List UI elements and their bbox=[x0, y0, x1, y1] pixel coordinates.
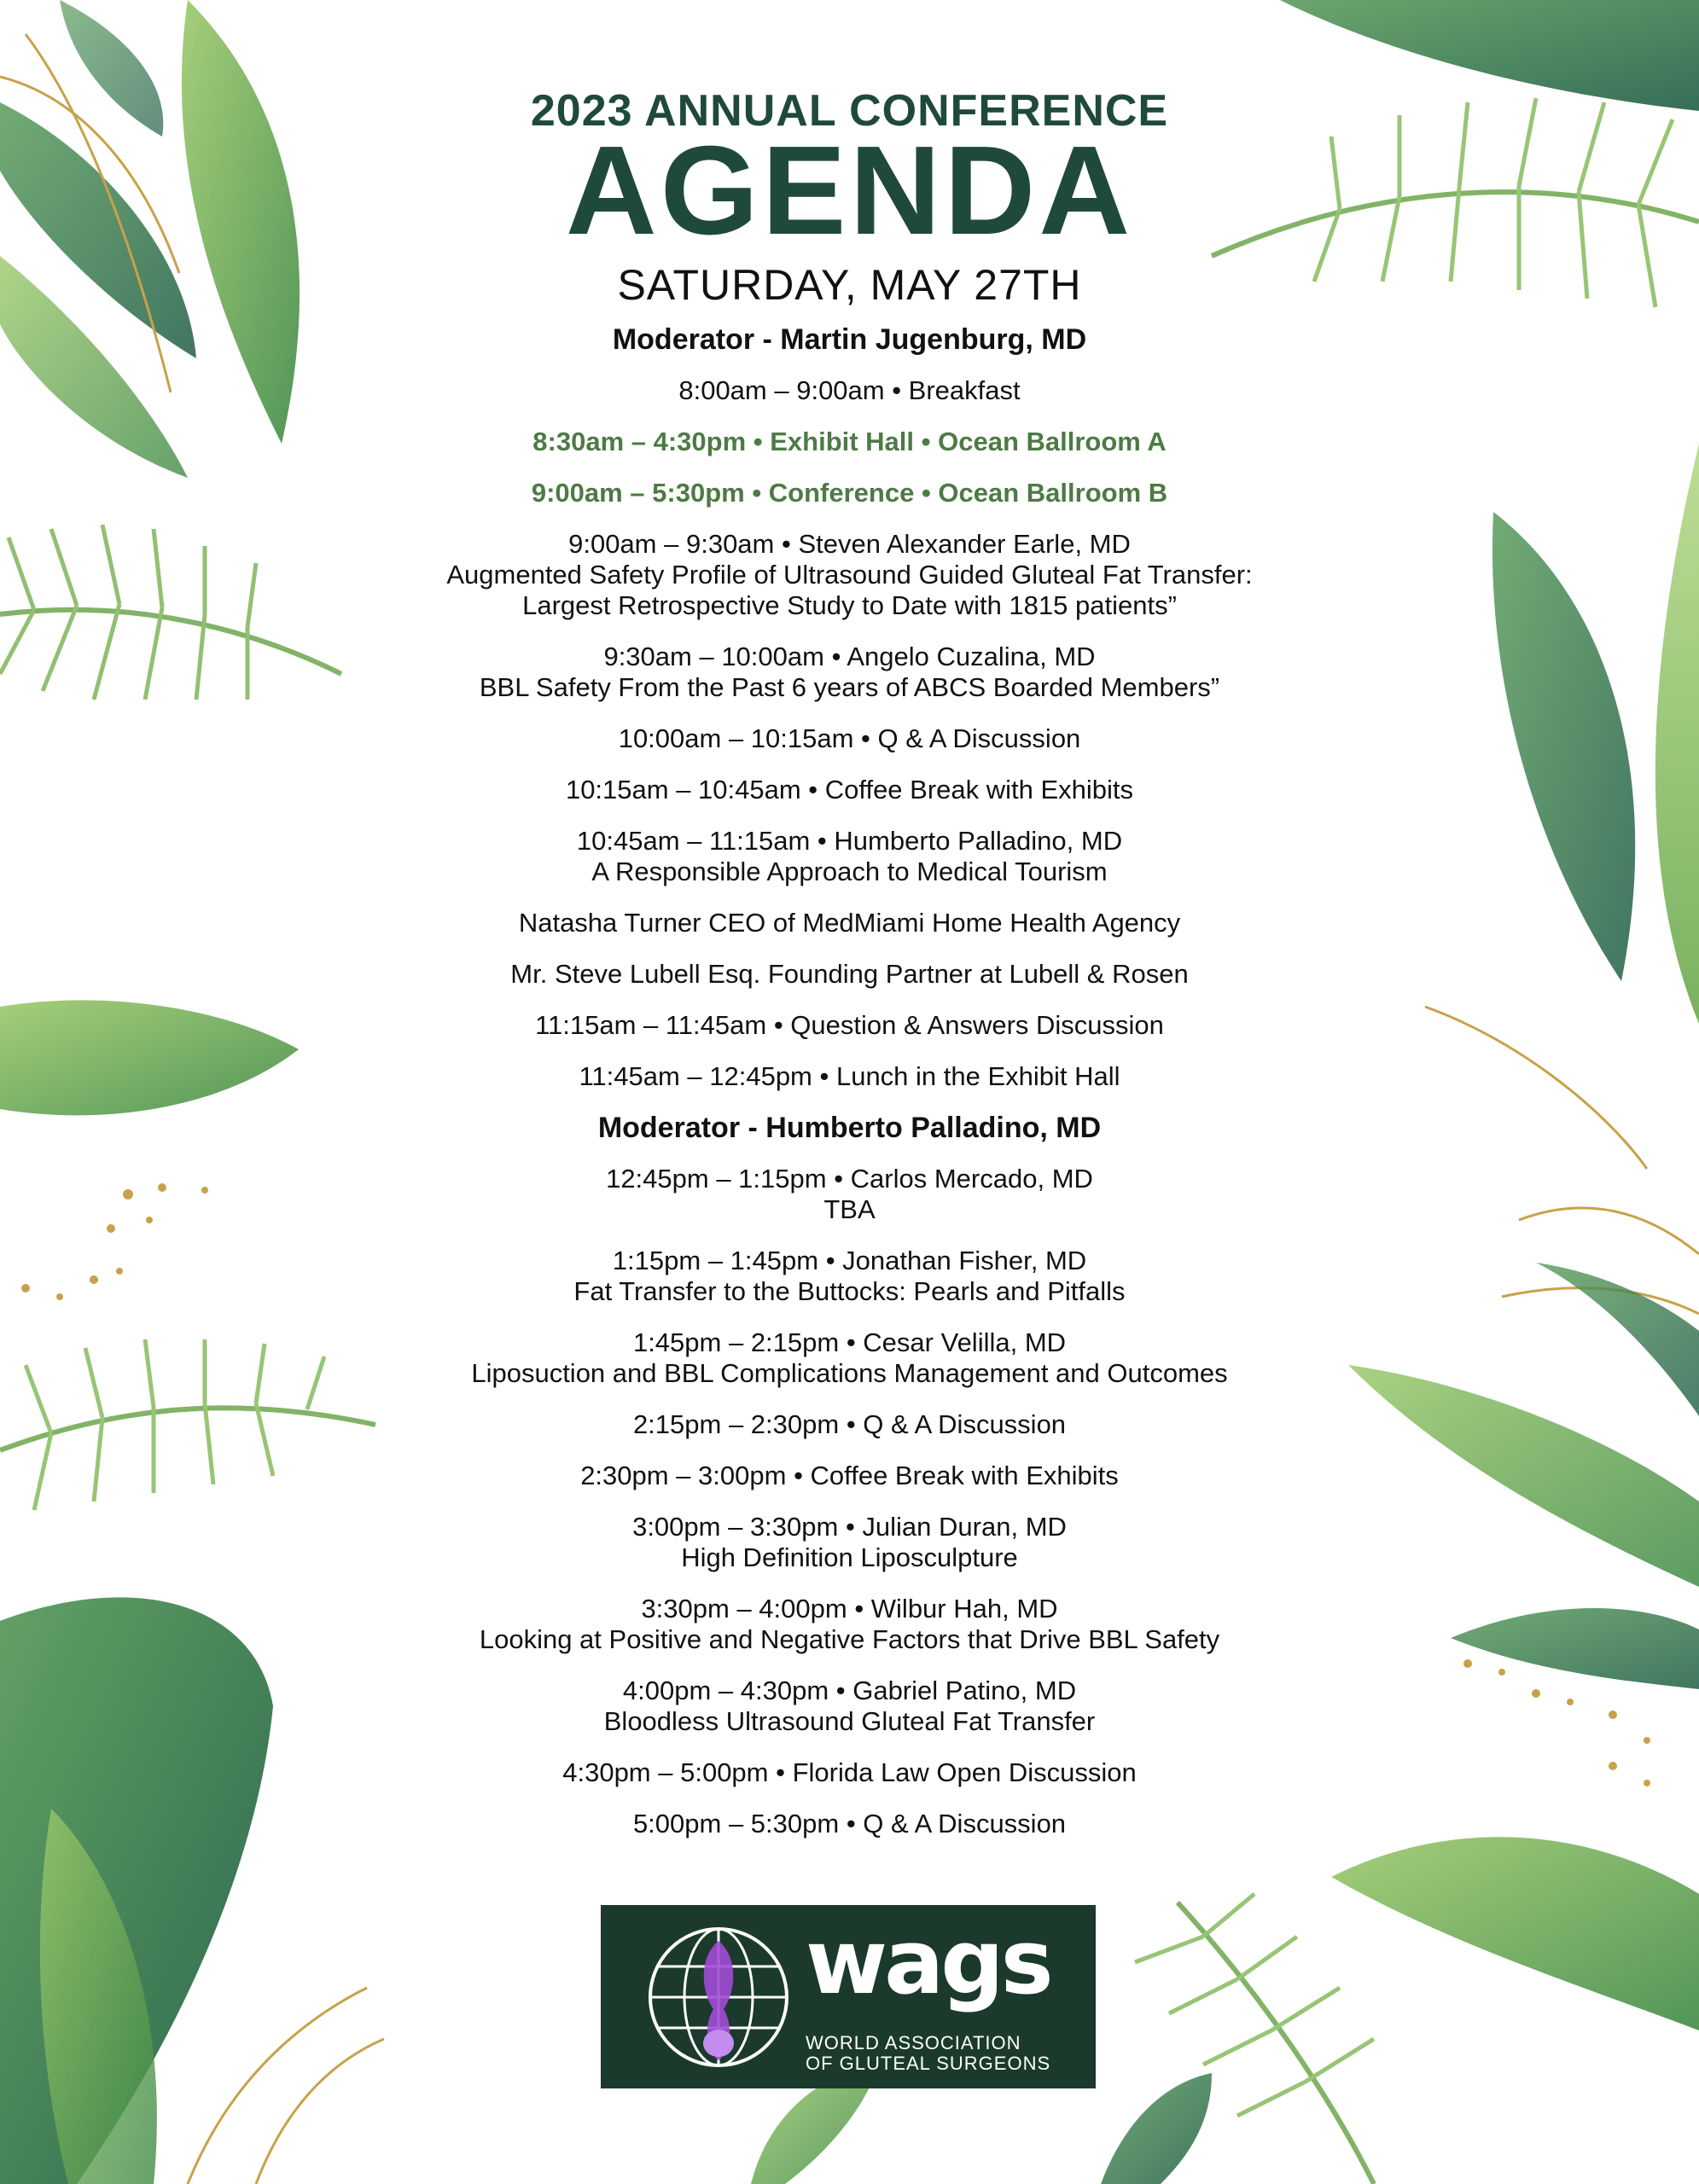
agenda-item bbox=[256, 642, 1443, 703]
agenda-item: Mr. Steve Lubell Esq. Founding Partner at Lubell & Rosen bbox=[510, 959, 1189, 989]
agenda-item-time-speaker: 1:45pm – 2:15pm • Cesar Velilla, MD bbox=[632, 1327, 1067, 1357]
agenda-item-topic: BBL Safety From the Past 6 years of ABCS Boarded Members” bbox=[479, 672, 1220, 702]
agenda-item bbox=[256, 1327, 1443, 1389]
agenda-item-time-speaker: 1:15pm – 1:45pm • Jonathan Fisher, MD bbox=[612, 1246, 1087, 1275]
agenda-item-time-speaker: 10:45am – 11:15am • Humberto Palladino, MD bbox=[576, 826, 1123, 856]
gold-flecks-left bbox=[21, 1183, 208, 1300]
leaf-bottom-right-2 bbox=[1101, 2073, 1212, 2184]
agenda-item-topic: Looking at Positive and Negative Factors that Drive BBL Safety bbox=[479, 1624, 1220, 1654]
agenda-item-venue: 9:00am – 5:30pm • Conference • Ocean Ballroom B bbox=[531, 478, 1168, 508]
wags-logo bbox=[601, 1905, 1096, 2088]
agenda-item-topic: Augmented Safety Profile of Ultrasound Guided Gluteal Fat Transfer: bbox=[446, 560, 1253, 590]
agenda-item: 10:00am – 10:15am • Q & A Discussion bbox=[618, 723, 1081, 753]
logo-tagline: WORLD ASSOCIATION OF GLUTEAL SURGEONS bbox=[806, 2032, 1051, 2074]
agenda-item-time-speaker: 4:00pm – 4:30pm • Gabriel Patino, MD bbox=[622, 1676, 1077, 1705]
agenda-item-time-speaker: 3:30pm – 4:00pm • Wilbur Hah, MD bbox=[641, 1594, 1058, 1623]
agenda-item bbox=[256, 1164, 1443, 1225]
agenda-item: 2:30pm – 3:00pm • Coffee Break with Exhibits bbox=[580, 1461, 1119, 1490]
leaf-left-mid bbox=[0, 1000, 299, 1115]
moderator-heading: Moderator - Humberto Palladino, MD bbox=[597, 1112, 1102, 1144]
agenda-item: Natasha Turner CEO of MedMiami Home Health Agency bbox=[518, 908, 1181, 938]
agenda-item-time-speaker: 12:45pm – 1:15pm • Carlos Mercado, MD bbox=[606, 1164, 1093, 1194]
gold-vein-bottom-left bbox=[188, 1988, 384, 2184]
agenda-item-time-speaker: 9:00am – 9:30am • Steven Alexander Earle, MD bbox=[568, 529, 1131, 559]
agenda-item: 8:00am – 9:00am • Breakfast bbox=[678, 375, 1021, 405]
agenda-item-venue: 8:30am – 4:30pm • Exhibit Hall • Ocean Ballroom A bbox=[532, 427, 1167, 456]
agenda-list bbox=[256, 324, 1443, 1860]
agenda-item-topic: High Definition Liposculpture bbox=[681, 1542, 1018, 1572]
agenda-item-time-speaker: 3:00pm – 3:30pm • Julian Duran, MD bbox=[632, 1512, 1067, 1542]
leaf-right-upper bbox=[1492, 512, 1635, 981]
agenda-item: 5:00pm – 5:30pm • Q & A Discussion bbox=[632, 1809, 1067, 1838]
agenda-item bbox=[256, 529, 1443, 621]
agenda-item bbox=[256, 1246, 1443, 1307]
agenda-item: 2:15pm – 2:30pm • Q & A Discussion bbox=[632, 1409, 1067, 1439]
page-title: AGENDA bbox=[565, 120, 1134, 261]
leaf-right-lower-2 bbox=[1536, 1263, 1699, 1416]
agenda-item-topic: Fat Transfer to the Buttocks: Pearls and Pitfalls bbox=[573, 1276, 1126, 1306]
agenda-item-topic: TBA bbox=[823, 1194, 876, 1224]
agenda-item: 4:30pm – 5:00pm • Florida Law Open Discussion bbox=[562, 1757, 1137, 1787]
agenda-item-time-speaker: 9:30am – 10:00am • Angelo Cuzalina, MD bbox=[603, 642, 1096, 671]
agenda-item bbox=[256, 1676, 1443, 1737]
leaf-right-lower-3 bbox=[1451, 1608, 1699, 1689]
leaf-bottom-right-1 bbox=[1331, 1837, 1699, 2030]
event-date: SATURDAY, MAY 27TH bbox=[617, 261, 1082, 309]
agenda-item-topic: A Responsible Approach to Medical Tourism bbox=[591, 857, 1108, 886]
leaf-right-mid-light bbox=[1655, 444, 1699, 1024]
agenda-item bbox=[256, 1512, 1443, 1573]
agenda-item-topic: Largest Retrospective Study to Date with 1815 patients” bbox=[522, 590, 1177, 620]
agenda-item: 11:15am – 11:45am • Question & Answers Discussion bbox=[535, 1010, 1164, 1040]
agenda-item-topic: Bloodless Ultrasound Gluteal Fat Transfer bbox=[603, 1706, 1096, 1736]
agenda-item: 10:15am – 10:45am • Coffee Break with Exhibits bbox=[565, 775, 1134, 804]
agenda-item bbox=[256, 826, 1443, 887]
agenda-item: 11:45am – 12:45pm • Lunch in the Exhibit Hall bbox=[579, 1061, 1120, 1091]
logo-wordmark: wags bbox=[806, 1910, 1050, 2014]
moderator-heading: Moderator - Martin Jugenburg, MD bbox=[612, 323, 1087, 356]
conference-subtitle: 2023 ANNUAL CONFERENCE bbox=[530, 86, 1169, 136]
agenda-item bbox=[256, 1594, 1443, 1655]
agenda-item-topic: Liposuction and BBL Complications Management and Outcomes bbox=[471, 1358, 1228, 1388]
globe-figure-icon bbox=[645, 1924, 792, 2071]
